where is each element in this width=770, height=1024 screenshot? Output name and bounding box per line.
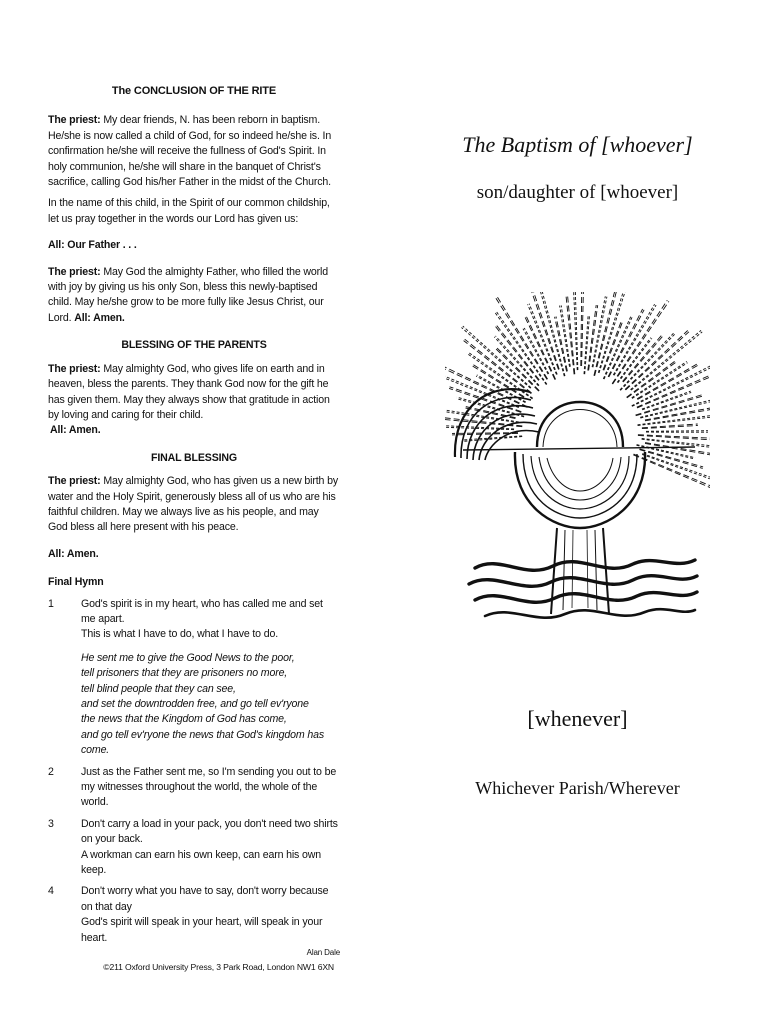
our-father-response: All: Our Father . . . [48, 239, 137, 252]
verse-line: my witnesses throughout the world, the whole of the world. [81, 781, 318, 809]
baptism-illustration-icon [445, 292, 710, 664]
amen-response: All: Amen. [74, 311, 125, 324]
hymn-verse [48, 817, 340, 879]
hymn-chorus [81, 651, 340, 759]
verse-text [81, 765, 340, 811]
priest-paragraph-final-blessing [48, 474, 340, 536]
speaker-label: The priest: [48, 362, 101, 375]
parish-name: Whichever Parish/Wherever [475, 778, 680, 798]
verse-number: 4 [48, 885, 54, 898]
paragraph-text: May almighty God, who gives life on earth and in heaven, bless the parents. They thank God now for the gift he has given them. May they always show that gratitude in action by loving and caring for their child. [48, 362, 330, 421]
verse-line: A workman can earn his own keep, can earn his own keep. [81, 848, 321, 877]
chorus-line: tell blind people that they can see, [81, 682, 236, 695]
final-blessing-heading: FINAL BLESSING [151, 451, 237, 464]
speaker-label: The priest: [48, 265, 101, 278]
sun-rays-icon [445, 292, 710, 490]
verse-line: Just as the Father sent me, so I'm sending you out to be [81, 765, 337, 778]
chorus-line: and set the downtrodden free, and go tell ev'ryone [81, 698, 309, 710]
baptism-date: [whenever] [527, 706, 628, 731]
hymn-verse [48, 765, 340, 811]
verse-text [81, 817, 340, 879]
chorus-line: He sent me to give the Good News to the poor, [81, 651, 295, 664]
verse-text [81, 597, 340, 643]
verse-text [81, 884, 340, 946]
sun-icon [537, 402, 623, 447]
blessing-of-parents-heading: BLESSING OF THE PARENTS [121, 339, 267, 352]
hymn-verse [48, 597, 340, 643]
verse-number: 1 [48, 597, 54, 610]
parentage-subtitle: son/daughter of [whoever] [476, 182, 679, 203]
font-bowl-icon [515, 452, 645, 614]
water-waves-icon [469, 560, 697, 618]
priest-paragraph-rebirth [48, 113, 340, 190]
paragraph-text: May God the almighty Father, who filled the world with joy by giving us his only Son, bless this newly-baptised child. May he/she grow to be more fully like Jesus Christ, our Lord. [48, 265, 328, 324]
speaker-label: The priest: [48, 475, 101, 488]
hymn-author-credit: Alan Dale [306, 948, 340, 958]
verse-line: God's spirit is in my heart, who has called me and set me apart. [81, 597, 323, 625]
speaker-label: The priest: [48, 114, 101, 127]
verse-line: God's spirit will speak in your heart, will speak in your heart. [81, 916, 323, 944]
verse-line: Don't carry a load in your pack, you don't need two shirts on your back. [81, 817, 338, 846]
rite-text-column [48, 80, 340, 973]
paragraph-text: My dear friends, N. has been reborn in baptism. He/she is now called a child of God, for so indeed he/she is. In confirmation he/she will receive the fullness of God's Spirit. In holy communion, he/she will share in the banquet of Christ's sacrifice, calling God his/her Father in the midst of the Church. [48, 114, 332, 189]
final-hymn-heading: Final Hymn [48, 576, 104, 589]
rite-title: The CONCLUSION OF THE RITE [111, 85, 277, 97]
chorus-line: tell prisoners that they are prisoners no more, [81, 667, 288, 680]
hymn-verse [48, 884, 340, 946]
horizon-line [463, 447, 695, 450]
chorus-line: the news that the Kingdom of God has come, [81, 713, 287, 726]
priest-paragraph-child-blessing [48, 265, 340, 327]
prayer-invitation: In the name of this child, in the Spirit of our common childship, let us pray together in the words our Lord has given us: [48, 197, 330, 225]
amen-response: All: Amen. [48, 547, 99, 560]
verse-number: 3 [48, 817, 54, 830]
copyright-notice: ©211 Oxford University Press, 3 Park Road, London NW1 6XN [103, 962, 334, 973]
verse-line: This is what I have to do, what I have to do. [81, 628, 278, 641]
priest-paragraph-parents [48, 362, 340, 439]
baptism-title: The Baptism of [whoever] [462, 132, 693, 157]
verse-line: Don't worry what you have to say, don't worry because on that day [81, 885, 329, 913]
chorus-line: and go tell ev'ryone the news that God's kingdom has come. [81, 728, 324, 757]
amen-response: All: Amen. [50, 424, 101, 437]
verse-number: 2 [48, 765, 54, 778]
paragraph-text: May almighty God, who has given us a new birth by water and the Holy Spirit, generously bless all of us who are his faithful children. May we always live as his people, and may God bless all here present with his peace. [48, 475, 338, 534]
